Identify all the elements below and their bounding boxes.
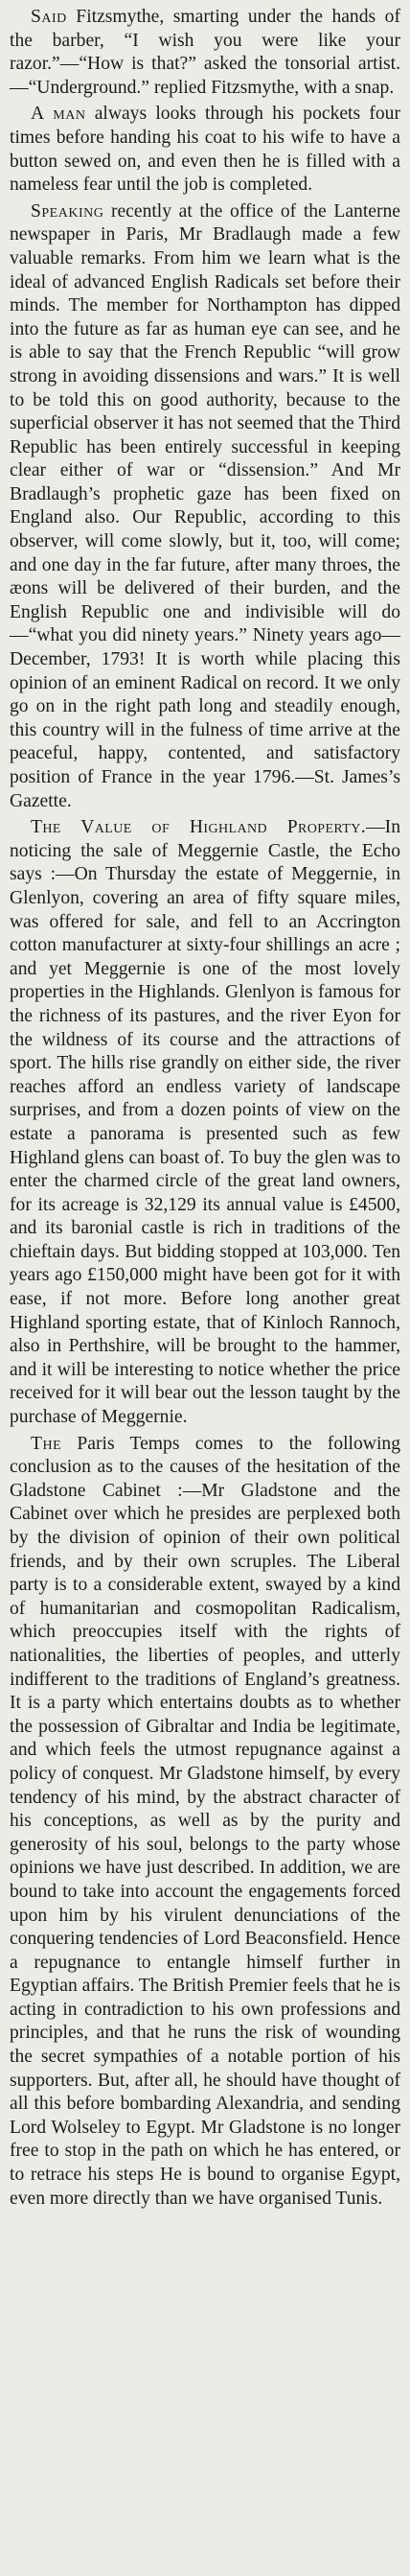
article-lead-word: A man [31, 104, 86, 125]
article-bradlaugh [10, 200, 400, 813]
article-fitzsmythe [10, 6, 400, 100]
article-heading: The Value of Highland Property. [31, 817, 367, 838]
article-lead-word: Said [31, 7, 67, 27]
article-body: Paris Temps comes to the following conclusion as to the causes of the hesitation of the Gladstone Cabinet :—Mr Gladstone and the Cabinet over which he presides are perplexed both by the division of opinion of their own political friends, and by their own scruples. The Liberal party is to a considerable extent, swayed by a kind of humanitarian and cosmopolitan Radicalism, which preoccupies itself with the rights of nationalities, the liberties of peoples, and utterly indifferent to the traditions of England’s greatness. It is a party which entertains doubts as to whether the possession of Gibraltar and India be legitimate, and which feels the utmost repugnance against a policy of conquest. Mr Gladstone himself, by every tendency of his mind, by the abstract character of his conceptions, as well as by the purity and generosity of his soul, belongs to the party whose opinions we have just described. In addition, we are bound to take into account the engagements forced upon him by his virulent denunciations of the conquering tendencies of Lord Beaconsfield. Hence a repugnance to entangle himself further in Egyptian affairs. The British Premier feels that he is acting in contradiction to his own professions and principles, and that he runs the risk of wounding the secret sympathies of a notable portion of his supporters. But, after all, he should have thought of all this before bombarding Alexandria, and sending Lord Wolseley to Egypt. Mr Gladstone is no longer free to stop in the path on which he has entered, or to retrace his steps He is bound to organise Egypt, even more directly than we have organised Tunis. [10, 1433, 400, 2209]
article-man-pockets [10, 103, 400, 197]
article-body: recently at the office of the Lanterne newspaper in Paris, Mr Bradlaugh made a few valuable remarks. From him we learn what is the ideal of advanced English Radicals set before their minds. The member for Northampton has dipped into the future as far as human eye can see, and he is able to say that the French Republic “will grow strong in avoiding dissensions and wars.” It is well to be told this on good authority, because to the superficial observer it has not seemed that the Third Republic has been entirely successful in keeping clear either of war or “dissension.” And Mr Bradlaugh’s prophetic gaze has been fixed on England also. Our Republic, according to this observer, will come slowly, but it, too, will come; and one day in the far future, after many throes, the æons will be delivered of their burden, and the English Republic one and indivisible will do—“what you did ninety years.” Ninety years ago—December, 1793! It is worth while placing this opinion of an eminent Radical on record. It we only go on in the right path long and steadily enough, this country will in the fulness of time arrive at the peaceful, happy, contented, and satisfactory position of France in the year 1796.—St. James’s Gazette. [10, 200, 400, 811]
article-paris-temps [10, 1433, 400, 2212]
article-body: —In noticing the sale of Meggernie Castle, the Echo says :—On Thursday the estate of Meggernie, in Glenlyon, covering an area of fifty square miles, was offered for sale, and fell to an Accrington cotton manufacturer at sixty-four shillings an acre ; and yet Meggernie is one of the most lovely properties in the Highlands. Glenlyon is famous for the richness of its pastures, and the river Eyon for the wildness of its course and the attractions of sport. The hills rise grandly on either side, the river reaches afford an endless variety of landscape surprises, and from a dozen points of view on the estate a panorama is presented such as few Highland glens can boast of. To buy the glen was to enter the charmed circle of the great land owners, for its acreage is 32,129 its annual value is £4500, and its baronial castle is rich in traditions of the chieftain days. But bidding stopped at 103,000. Ten years ago £150,000 might have been got for it with ease, if not more. Before long another great Highland sporting estate, that of Kinloch Rannoch, also in Perthshire, will be brought to the hammer, and it will be interesting to notice whether the price received for it will bear out the lesson taught by the purchase of Meggernie. [10, 817, 400, 1428]
article-body: always looks through his pockets four times before handing his coat to his wife to have a button sewed on, and even then he is filled with a nameless fear until the job is completed. [10, 104, 400, 196]
article-highland-property [10, 816, 400, 1429]
article-lead-word: The [31, 1433, 62, 1454]
article-body: Fitzsmythe, smarting under the hands of the barber, “I wish you were like your razor.”—“How is that?” asked the tonsorial artist.—“Underground.” replied Fitzsmythe, with a snap. [10, 7, 400, 98]
article-lead-word: Speaking [31, 200, 104, 222]
